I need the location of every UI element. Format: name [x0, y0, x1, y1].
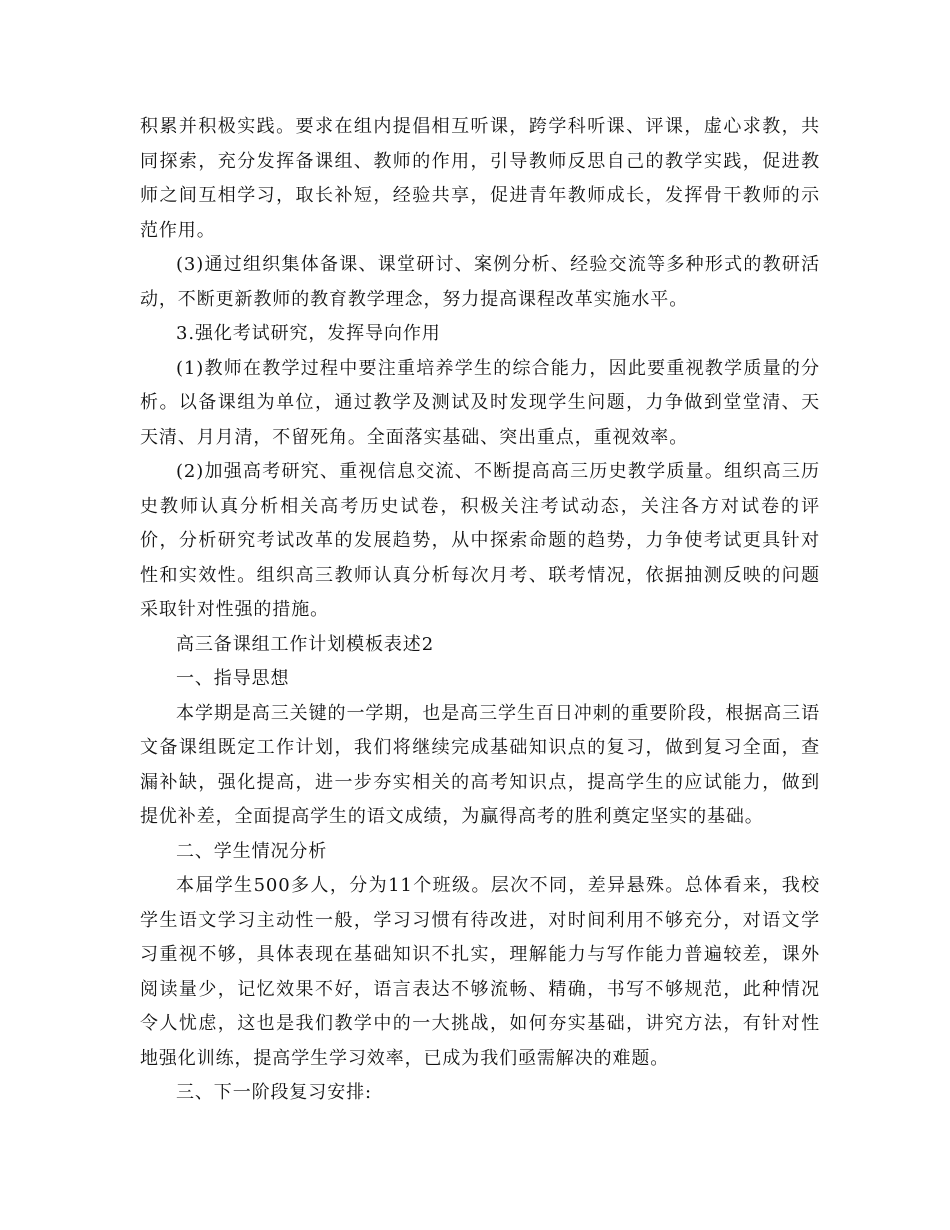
paragraph-item-2-exam-research: (2)加强高考研究、重视信息交流、不断提高高三历史教学质量。组织高三历史教师认真分析相关高考历史试卷，积极关注考试动态，关注各方对试卷的评价，分析研究考试改革的发展趋势，从中探索命题的趋势，力争使考试更具针对性和实效性。组织高三教师认真分析每次月考、联考情况，依据抽测反映的问题采取针对性强的措施。: [140, 461, 820, 620]
section-heading-guiding-ideology: 一、指导思想: [176, 668, 290, 689]
section-heading-exam-research: 3.强化考试研究，发挥导向作用: [176, 323, 441, 344]
paragraph-item-1-comprehensive-ability: (1)教师在教学过程中要注重培养学生的综合能力，因此要重视教学质量的分析。以备课组为单位，通过教学及测试及时发现学生问题，力争做到堂堂清、天天清、月月清，不留死角。全面落实基础、突出重点，重视效率。: [140, 357, 820, 448]
paragraph-practice-continuation: 积累并积极实践。要求在组内提倡相互听课，跨学科听课、评课，虚心求教，共同探索，充分发挥备课组、教师的作用，引导教师反思自己的教学实践，促进教师之间互相学习，取长补短，经验共享，促进青年教师成长，发挥骨干教师的示范作用。: [140, 116, 820, 241]
section-heading-next-review-plan: 三、下一阶段复习安排:: [176, 1082, 372, 1103]
document-subtitle-template-2: 高三备课组工作计划模板表述2: [176, 633, 435, 655]
section-heading-student-analysis: 二、学生情况分析: [176, 840, 328, 862]
paragraph-guiding-ideology: 本学期是高三关键的一学期，也是高三学生百日冲刺的重要阶段，根据高三语文备课组既定工作计划，我们将继续完成基础知识点的复习，做到复习全面，查漏补缺，强化提高，进一步夯实相关的高考知识点，提高学生的应试能力，做到提优补差，全面提高学生的语文成绩，为赢得高考的胜利奠定坚实的基础。: [140, 702, 820, 827]
document-page: [140, 110, 820, 1111]
paragraph-item-3-collective-prep: (3)通过组织集体备课、课堂研讨、案例分析、经验交流等多种形式的教研活动，不断更新教师的教育教学理念，努力提高课程改革实施水平。: [140, 254, 820, 310]
paragraph-student-analysis: 本届学生500多人，分为11个班级。层次不同，差异悬殊。总体看来，我校学生语文学习主动性一般，学习习惯有待改进，对时间利用不够充分，对语文学习重视不够，具体表现在基础知识不扎实，理解能力与写作能力普遍较差，课外阅读量少，记忆效果不好，语言表达不够流畅、精确，书写不够规范，此种情况令人忧虑，这也是我们教学中的一大挑战，如何夯实基础，讲究方法，有针对性地强化训练，提高学生学习效率，已成为我们亟需解决的难题。: [140, 875, 820, 1069]
